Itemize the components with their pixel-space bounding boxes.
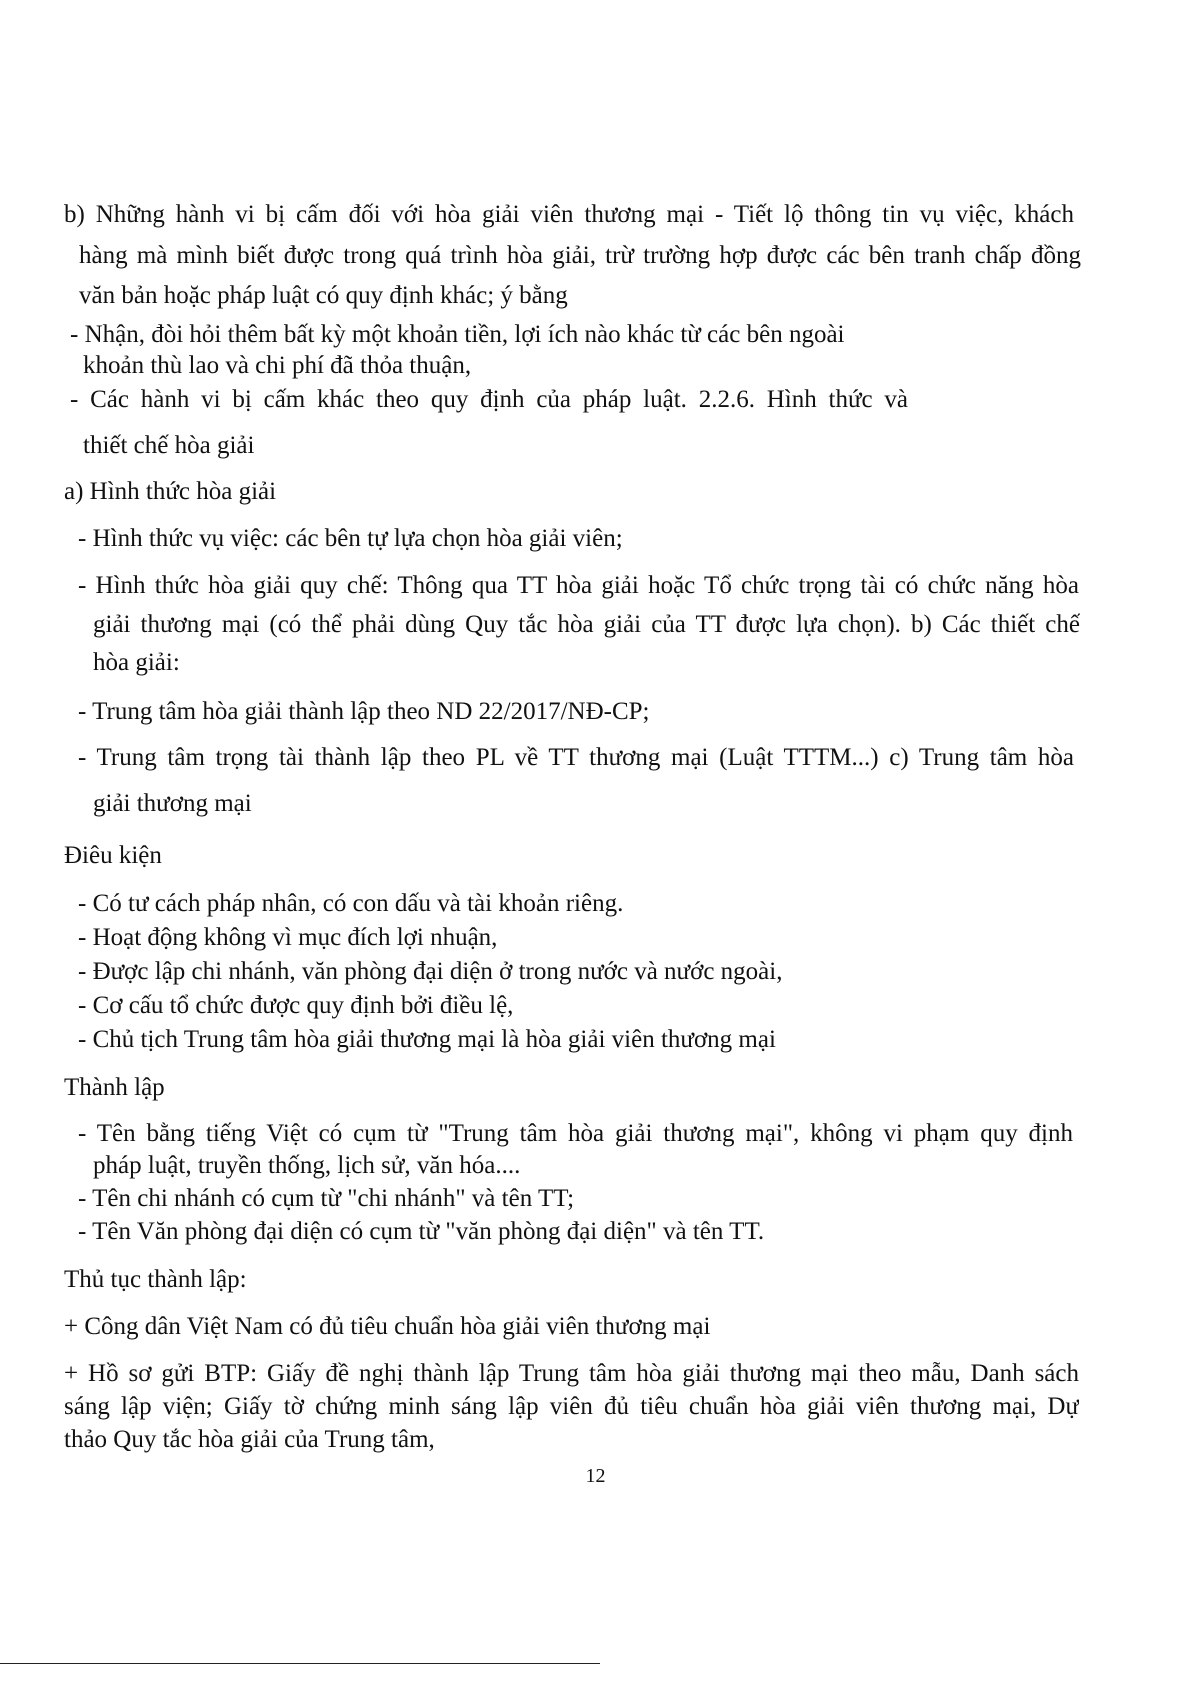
text-line: - Tên bằng tiếng Việt có cụm từ "Trung tâm hòa giải thương mại", không vi phạm quy định <box>78 1121 1073 1147</box>
text-line: văn bản hoặc pháp luật có quy định khác; ý bằng <box>79 282 568 309</box>
text-line: - Hình thức vụ việc: các bên tự lựa chọn hòa giải viên; <box>78 525 623 552</box>
text-line: - Nhận, đòi hỏi thêm bất kỳ một khoản tiền, lợi ích nào khác từ các bên ngoài <box>70 321 845 348</box>
section-heading: Điêu kiện <box>64 842 162 869</box>
text-line: - Trung tâm trọng tài thành lập theo PL về TT thương mại (Luật TTTM...) c) Trung tâm hòa <box>78 745 1074 771</box>
text-line: khoản thù lao và chi phí đã thỏa thuận, <box>83 352 472 379</box>
text-line: - Trung tâm hòa giải thành lập theo ND 22/2017/NĐ-CP; <box>78 698 650 725</box>
text-line: - Tên chi nhánh có cụm từ "chi nhánh" và tên TT; <box>78 1185 575 1212</box>
text-line: giải thương mại <box>93 790 252 817</box>
text-line: + Công dân Việt Nam có đủ tiêu chuẩn hòa giải viên thương mại <box>64 1313 711 1340</box>
text-line: - Cơ cấu tổ chức được quy định bởi điều lệ, <box>78 992 514 1019</box>
text-line: giải thương mại (có thể phải dùng Quy tắc hòa giải của TT được lựa chọn). b) Các thiết chế <box>93 612 1080 638</box>
text-line: hàng mà mình biết được trong quá trình hòa giải, trừ trường hợp được các bên tranh chấp đồng <box>79 243 1081 269</box>
text-line: b) Những hành vi bị cấm đối với hòa giải viên thương mại - Tiết lộ thông tin vụ việc, khách <box>64 202 1074 228</box>
text-line: - Hoạt động không vì mục đích lợi nhuận, <box>78 924 498 951</box>
text-line: - Được lập chi nhánh, văn phòng đại diện ở trong nước và nước ngoài, <box>78 958 783 985</box>
text-line: thảo Quy tắc hòa giải của Trung tâm, <box>64 1426 435 1453</box>
text-line: sáng lập viện; Giấy tờ chứng minh sáng lập viên đủ tiêu chuẩn hòa giải viên thương mại, Dự <box>64 1394 1079 1420</box>
section-heading: a) Hình thức hòa giải <box>64 478 277 505</box>
text-line: - Các hành vi bị cấm khác theo quy định của pháp luật. 2.2.6. Hình thức và <box>70 387 908 413</box>
text-line: + Hồ sơ gửi BTP: Giấy đề nghị thành lập Trung tâm hòa giải thương mại theo mẫu, Danh sách <box>64 1361 1079 1387</box>
text-line: - Hình thức hòa giải quy chế: Thông qua TT hòa giải hoặc Tổ chức trọng tài có chức năng hòa <box>78 573 1079 599</box>
text-line: - Có tư cách pháp nhân, có con dấu và tài khoản riêng. <box>78 890 624 917</box>
footer-divider <box>0 1663 600 1664</box>
page-number: 12 <box>585 1465 606 1487</box>
section-heading: Thủ tục thành lập: <box>64 1266 247 1293</box>
text-line: thiết chế hòa giải <box>83 432 255 459</box>
text-line: pháp luật, truyền thống, lịch sử, văn hóa.... <box>93 1152 521 1179</box>
text-line: - Tên Văn phòng đại diện có cụm từ "văn phòng đại diện" và tên TT. <box>78 1218 765 1245</box>
text-line: hòa giải: <box>93 649 180 676</box>
section-heading: Thành lập <box>64 1074 165 1101</box>
text-line: - Chủ tịch Trung tâm hòa giải thương mại là hòa giải viên thương mại <box>78 1026 776 1053</box>
